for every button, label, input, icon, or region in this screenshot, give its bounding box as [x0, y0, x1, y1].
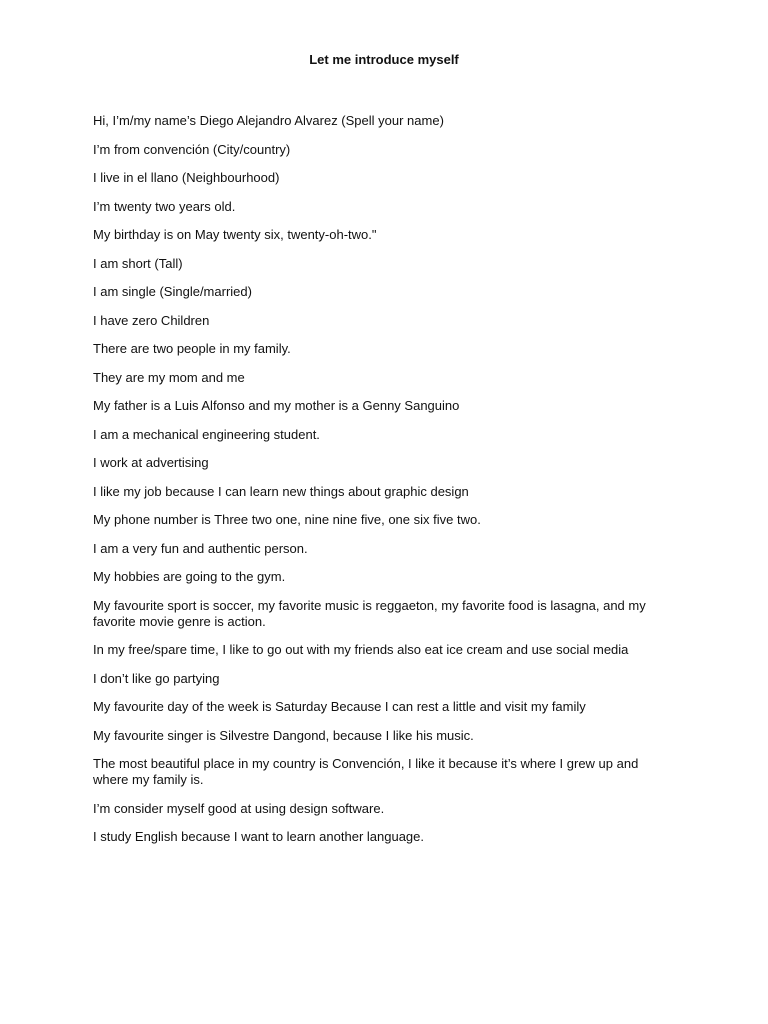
- text-line: I study English because I want to learn another language.: [93, 829, 424, 844]
- text-line: My favourite day of the week is Saturday Because I can rest a little and visit my family: [93, 699, 586, 714]
- document-body: [93, 113, 658, 858]
- text-line: I have zero Children: [93, 312, 210, 328]
- text-line: I work at advertising: [93, 455, 209, 470]
- text-line: I live in el llano (Neighbourhood): [93, 170, 280, 185]
- text-line: My father is a Luis Alfonso and my mother is a Genny Sanguino: [93, 398, 460, 413]
- text-line: I’m twenty two years old.: [93, 198, 236, 214]
- text-line: Hi, I’m/my name’s Diego Alejandro Alvarez (Spell your name): [93, 113, 444, 128]
- text-line: My birthday is on May twenty six, twenty-oh-two.": [93, 227, 377, 242]
- text-line: My favourite sport is soccer, my favorite music is reggaeton, my favorite food is lasagna, and my favorite movie genre is action.: [93, 597, 646, 629]
- text-line: I am a very fun and authentic person.: [93, 540, 308, 556]
- text-line: I am single (Single/married): [93, 284, 252, 299]
- text-line: My hobbies are going to the gym.: [93, 569, 286, 584]
- text-line: I don’t like go partying: [93, 670, 220, 686]
- text-line: I am a mechanical engineering student.: [93, 426, 320, 442]
- text-line: I’m consider myself good at using design software.: [93, 800, 385, 816]
- text-line: In my free/spare time, I like to go out with my friends also eat ice cream and use social media: [93, 642, 629, 657]
- text-line: My favourite singer is Silvestre Dangond, because I like his music.: [93, 727, 474, 743]
- text-line: I’m from convención (City/country): [93, 141, 291, 157]
- text-line: The most beautiful place in my country is Convención, I like it because it’s where I grew up and where my family is.: [93, 756, 639, 787]
- text-line: They are my mom and me: [93, 369, 245, 385]
- text-line: I like my job because I can learn new things about graphic design: [93, 483, 469, 499]
- document-title: Let me introduce myself: [309, 52, 459, 67]
- text-line: There are two people in my family.: [93, 341, 291, 356]
- text-line: I am short (Tall): [93, 255, 183, 271]
- text-line: My phone number is Three two one, nine nine five, one six five two.: [93, 512, 481, 527]
